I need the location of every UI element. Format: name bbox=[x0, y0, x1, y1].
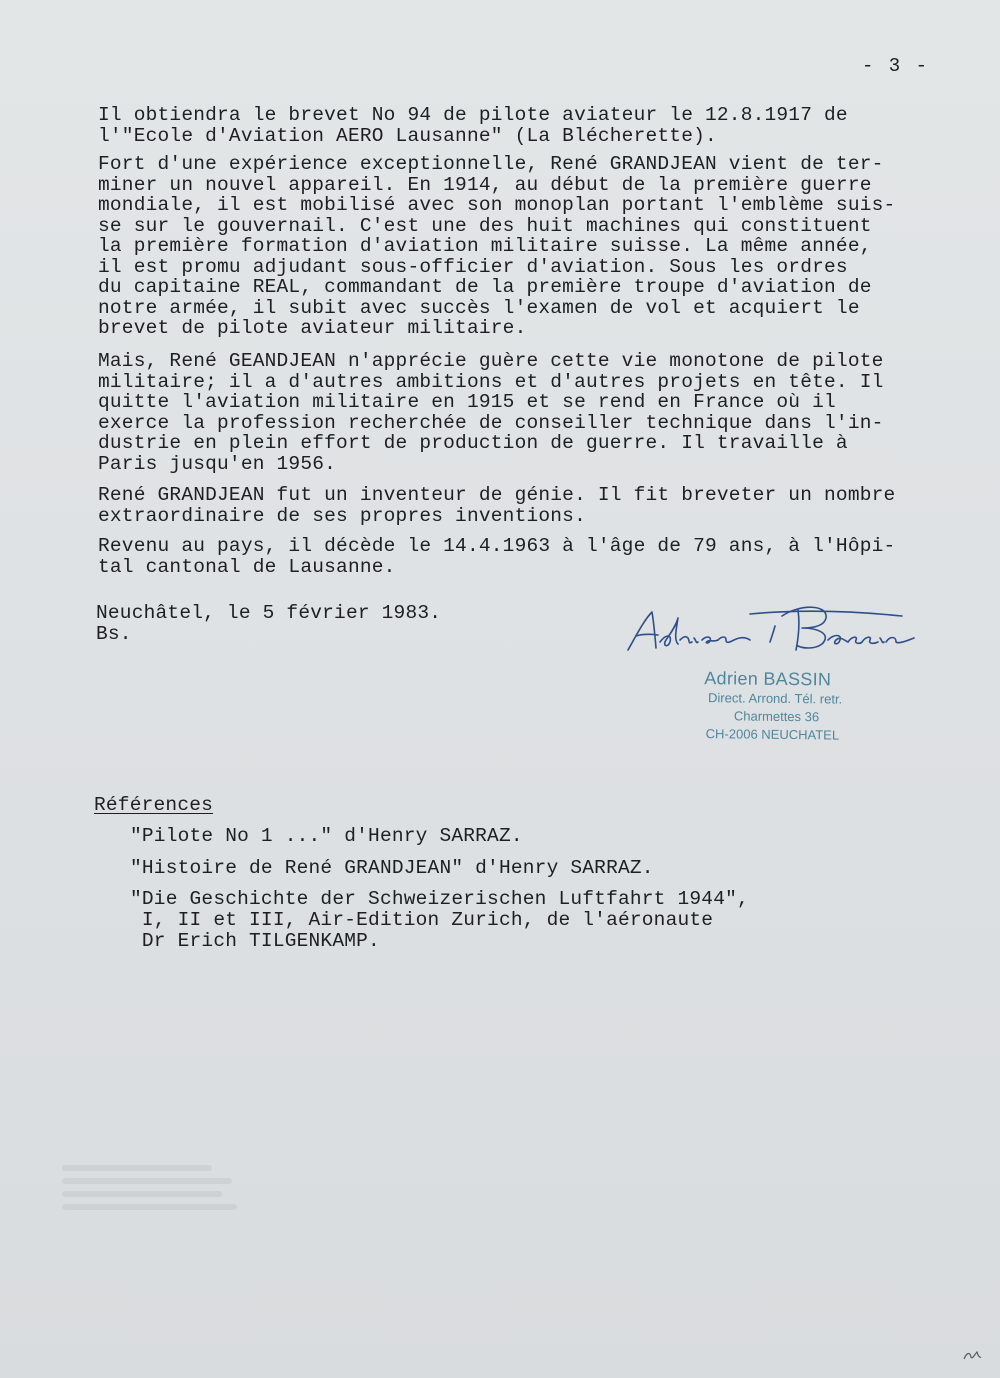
paragraph-inventeur bbox=[98, 485, 948, 526]
text-line: la première formation d'aviation militaire suisse. La même année, bbox=[98, 235, 872, 257]
text-line: Paris jusqu'en 1956. bbox=[98, 452, 337, 475]
paragraph-brevet bbox=[98, 105, 948, 146]
text-line: du capitaine REAL, commandant de la première troupe d'aviation de bbox=[98, 276, 872, 298]
stamp-street: Charmettes 36 bbox=[733, 708, 820, 725]
stamp-title: Direct. Arrond. Tél. retr. bbox=[708, 690, 843, 707]
text-line: brevet de pilote aviateur militaire. bbox=[98, 317, 527, 339]
paragraph-deces bbox=[98, 536, 948, 577]
text-line: Fort d'une expérience exceptionnelle, René GRANDJEAN vient de ter- bbox=[98, 153, 884, 175]
text-line: Mais, René GEANDJEAN n'apprécie guère cette vie monotone de pilote bbox=[98, 350, 884, 372]
text-line: mondiale, il est mobilisé avec son monoplan portant l'emblème suis- bbox=[98, 194, 896, 216]
bleed-through-mark bbox=[62, 1158, 262, 1238]
text-line: il est promu adjudant sous-officier d'aviation. Sous les ordres bbox=[98, 255, 848, 278]
text-line: militaire; il a d'autres ambitions et d'autres projets en tête. Il bbox=[98, 370, 884, 393]
stamp-name: Adrien BASSIN bbox=[704, 668, 832, 690]
text-line: dustrie en plein effort de production de guerre. Il travaille à bbox=[98, 432, 848, 454]
text-line: exerce la profession recherchée de conseiller technique dans l'in- bbox=[98, 411, 884, 434]
reference-item: "Histoire de René GRANDJEAN" d'Henry SARRAZ. bbox=[130, 857, 654, 879]
text-line: Revenu au pays, il décède le 14.4.1963 à l'âge de 79 ans, à l'Hôpi- bbox=[98, 535, 896, 557]
address-stamp bbox=[704, 667, 875, 745]
paragraph-mais bbox=[98, 351, 948, 474]
text-line: notre armée, il subit avec succès l'examen de vol et acquiert le bbox=[98, 296, 860, 319]
page-number: - 3 - bbox=[862, 55, 930, 77]
signature bbox=[622, 596, 922, 660]
author-initials: Bs. bbox=[96, 623, 132, 645]
text-line: Il obtiendra le brevet No 94 de pilote aviateur le 12.8.1917 de bbox=[98, 104, 848, 126]
stamp-city: CH-2006 NEUCHATEL bbox=[705, 726, 840, 743]
reference-item: "Die Geschichte der Schweizerischen Luftfahrt 1944", I, II et III, Air-Edition Zurich, de l'aéronaute Dr Erich TILGENKAMP. bbox=[130, 888, 749, 952]
text-line: l'"Ecole d'Aviation AERO Lausanne" (La Blécherette). bbox=[98, 124, 717, 147]
dateline bbox=[96, 603, 441, 645]
text-line: se sur le gouvernail. C'est une des huit machines qui constituent bbox=[98, 214, 872, 237]
text-line: miner un nouvel appareil. En 1914, au début de la première guerre bbox=[98, 173, 872, 196]
corner-scribble-icon bbox=[962, 1348, 982, 1362]
references-heading: Références bbox=[94, 794, 214, 816]
text-line: extraordinaire de ses propres inventions. bbox=[98, 504, 586, 527]
paragraph-experience bbox=[98, 154, 948, 339]
reference-item: "Pilote No 1 ..." d'Henry SARRAZ. bbox=[130, 825, 523, 847]
place-date: Neuchâtel, le 5 février 1983. bbox=[96, 602, 442, 624]
text-line: René GRANDJEAN fut un inventeur de génie. Il fit breveter un nombre bbox=[98, 484, 896, 506]
text-line: tal cantonal de Lausanne. bbox=[98, 555, 396, 578]
text-line: quitte l'aviation militaire en 1915 et se rend en France où il bbox=[98, 391, 836, 413]
